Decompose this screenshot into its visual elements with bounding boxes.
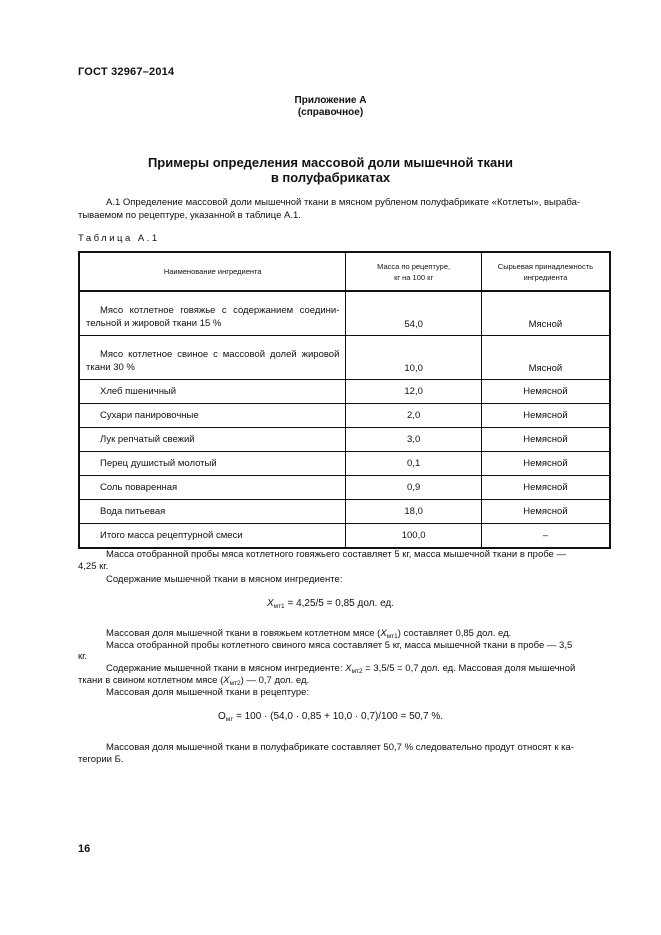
table-row bbox=[79, 428, 610, 452]
annex-title-line-2: в полуфабрикатах bbox=[270, 170, 391, 185]
ingredient-source: Немясной bbox=[481, 452, 610, 476]
table-caption: Таблица А.1 bbox=[78, 233, 160, 244]
annex-type: (справочное) bbox=[297, 107, 364, 118]
ingredient-source: Немясной bbox=[481, 380, 610, 404]
annex-title-line-1: Примеры определения массовой доли мышечной ткани bbox=[147, 155, 514, 170]
ingredient-source: Мясной bbox=[481, 291, 610, 336]
ingredient-source: Немясной bbox=[481, 500, 610, 524]
ingredient-name: Хлеб пшеничный bbox=[79, 380, 346, 404]
paragraph-5-line-2: ткани в свином котлетном мясе $(X_{мт2})$ — 0,7 дол. ед. bbox=[78, 675, 310, 687]
document-id: ГОСТ 32967–2014 bbox=[78, 66, 175, 78]
table-total-row bbox=[79, 524, 610, 549]
ingredient-name: Соль поваренная bbox=[79, 476, 346, 500]
paragraph-3: Массовая доля мышечной ткани в говяжьем котлетном мясе $(X_{мт1})$ составляет 0,85 дол. ед. bbox=[106, 628, 512, 640]
intro-line-1: А.1 Определение массовой доли мышечной ткани в мясном рубленом полуфабрикате «Котлеты», выраба- bbox=[106, 197, 581, 208]
paragraph-2: Содержание мышечной ткани в мясном ингредиенте: bbox=[106, 574, 343, 585]
header-ingredient: Наименование ингредиента bbox=[79, 252, 346, 291]
ingredient-source: – bbox=[481, 524, 610, 549]
paragraph-7-line-2: тегории Б. bbox=[78, 754, 124, 765]
ingredient-name: Вода питьевая bbox=[79, 500, 346, 524]
ingredient-mass: 18,0 bbox=[346, 500, 481, 524]
ingredient-mass: 10,0 bbox=[346, 336, 481, 380]
ingredient-name: Итого масса рецептурной смеси bbox=[79, 524, 346, 549]
paragraph-1-line-2: 4,25 кг. bbox=[78, 561, 109, 572]
paragraph-5-line-1: Содержание мышечной ткани в мясном ингредиенте: $X_{мт2} = 3,5/5 = 0,7$ дол. ед. Массовая доля мышечной bbox=[106, 663, 576, 675]
ingredient-source: Мясной bbox=[481, 336, 610, 380]
ingredient-mass: 54,0 bbox=[346, 291, 481, 336]
header-source: Сырьевая принадлежность ингредиента bbox=[481, 252, 610, 291]
ingredient-name: Лук репчатый свежий bbox=[79, 428, 346, 452]
paragraph-7-line-1: Массовая доля мышечной ткани в полуфабрикате составляет 50,7 % следовательно продут относят к ка- bbox=[106, 742, 574, 753]
paragraph-4-line-1: Масса отобранной пробы котлетного свиного мяса составляет 5 кг, масса мышечной ткани в пробе — 3,5 bbox=[106, 640, 573, 651]
ingredient-mass: 100,0 bbox=[346, 524, 481, 549]
table-row bbox=[79, 291, 610, 336]
ingredient-name: Сухари панировочные bbox=[79, 404, 346, 428]
ingredient-mass: 12,0 bbox=[346, 380, 481, 404]
formula-2: $O_{мт} = 100 \cdot (54,0 \cdot 0,85 + 10,0 \cdot 0,7)/100 = 50,7$ %. bbox=[217, 711, 444, 723]
paragraph-1-line-1: Масса отобранной пробы мяса котлетного говяжьего составляет 5 кг, масса мышечной ткани в пробе — bbox=[106, 549, 566, 560]
ingredient-mass: 2,0 bbox=[346, 404, 481, 428]
table-row bbox=[79, 380, 610, 404]
table-header-row bbox=[79, 252, 610, 291]
ingredient-mass: 3,0 bbox=[346, 428, 481, 452]
ingredient-mass: 0,1 bbox=[346, 452, 481, 476]
paragraph-6: Массовая доля мышечной ткани в рецептуре: bbox=[106, 687, 310, 698]
annex-label: Приложение А bbox=[294, 95, 367, 106]
ingredient-source: Немясной bbox=[481, 428, 610, 452]
intro-line-2: тываемом по рецептуре, указанной в таблице А.1. bbox=[78, 210, 301, 221]
ingredient-name: Мясо котлетное свиное с массовой долей жировой ткани 30 % bbox=[79, 336, 346, 380]
ingredient-source: Немясной bbox=[481, 476, 610, 500]
ingredient-name: Мясо котлетное говяжье с содержанием соедини-тельной и жировой ткани 15 % bbox=[79, 291, 346, 336]
formula-1: $X_{мт1} = 4,25/5 = 0,85$ дол. ед. bbox=[266, 598, 395, 610]
header-mass: Масса по рецептуре, кг на 100 кг bbox=[346, 252, 481, 291]
table-row bbox=[79, 452, 610, 476]
table-row bbox=[79, 476, 610, 500]
table-row bbox=[79, 500, 610, 524]
ingredient-name: Перец душистый молотый bbox=[79, 452, 346, 476]
paragraph-4-line-2: кг. bbox=[78, 651, 88, 662]
table-row bbox=[79, 336, 610, 380]
ingredient-mass: 0,9 bbox=[346, 476, 481, 500]
recipe-table bbox=[78, 251, 611, 549]
page-number: 16 bbox=[78, 843, 91, 855]
table-row bbox=[79, 404, 610, 428]
ingredient-source: Немясной bbox=[481, 404, 610, 428]
